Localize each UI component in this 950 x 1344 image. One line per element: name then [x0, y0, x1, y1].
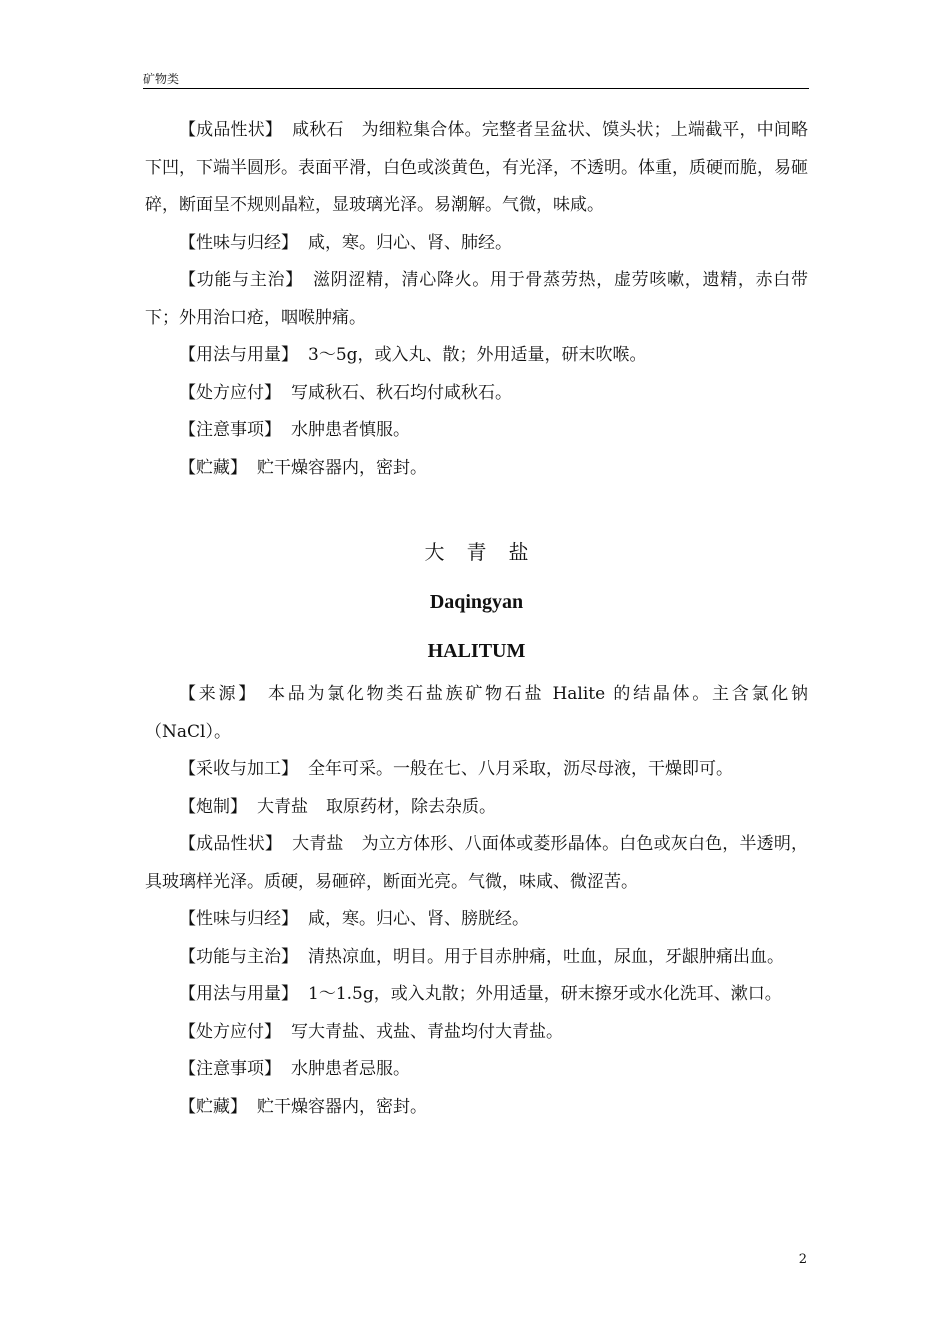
- section-xianqiushi: [145, 112, 808, 487]
- entry-paragraph: [145, 789, 808, 827]
- entry-paragraph: [145, 676, 808, 751]
- entry-label: 【贮藏】: [179, 1096, 247, 1117]
- entry-label: 【注意事项】: [179, 420, 281, 440]
- entry-label: 【贮藏】: [179, 457, 247, 478]
- entry-label: 【功能与主治】: [179, 270, 303, 290]
- entry-text: 贮干燥容器内，密封。: [257, 1096, 427, 1117]
- entry-paragraph: [145, 450, 808, 488]
- entry-text: 滋阴涩精，清心降火。用于骨蒸劳热，虚劳咳嗽，遗精，赤白带下；外用治口疮，咽喉肿痛。: [145, 270, 809, 328]
- entry-label: 【用法与用量】: [179, 345, 298, 365]
- entry-text: 为立方体形、八面体或菱形晶体。白色或灰白色，半透明，具玻璃样光泽。质硬，易砸碎，断面光亮。气微，味咸、微涩苦。: [145, 834, 809, 892]
- entry-text: 写大青盐、戎盐、青盐均付大青盐。: [291, 1021, 563, 1042]
- entry-text: 贮干燥容器内，密封。: [257, 457, 427, 478]
- entry-text: 3～5g，或入丸、散；外用适量，研末吹喉。: [308, 345, 647, 365]
- section-title-pinyin: Daqingyan: [429, 591, 524, 613]
- entry-paragraph: [145, 262, 808, 337]
- entry-sublabel: 大青盐: [292, 834, 344, 854]
- entry-text: 咸，寒。归心、肾、肺经。: [308, 232, 512, 253]
- entry-label: 【功能与主治】: [179, 946, 298, 967]
- header-category: 矿物类: [143, 72, 180, 86]
- entry-text: 水肿患者忌服。: [291, 1059, 410, 1079]
- entry-paragraph: [145, 1014, 808, 1052]
- page-header: [143, 68, 809, 89]
- entry-label: 【用法与用量】: [179, 984, 298, 1004]
- entry-label: 【注意事项】: [179, 1059, 281, 1079]
- entry-paragraph: [145, 901, 808, 939]
- entry-paragraph: [145, 1051, 808, 1089]
- entry-label: 【炮制】: [179, 796, 247, 817]
- entry-paragraph: [145, 751, 808, 789]
- entry-label: 【来源】: [179, 684, 258, 704]
- entry-label: 【成品性状】: [179, 120, 283, 140]
- entry-paragraph: [145, 976, 808, 1014]
- entry-paragraph: [145, 1089, 808, 1127]
- entry-text: 1～1.5g，或入丸散；外用适量，研末擦牙或水化洗耳、漱口。: [308, 984, 782, 1004]
- entry-paragraph: [145, 939, 808, 977]
- entry-text: 水肿患者慎服。: [291, 420, 410, 440]
- entry-label: 【处方应付】: [179, 1021, 281, 1042]
- entry-text: 咸，寒。归心、肾、膀胱经。: [308, 909, 529, 929]
- entry-text: 写咸秋石、秋石均付咸秋石。: [291, 382, 512, 403]
- entry-text: 全年可采。一般在七、八月采取，沥尽母液，干燥即可。: [308, 759, 733, 779]
- entry-paragraph: [145, 412, 808, 450]
- entry-paragraph: [145, 112, 808, 225]
- entry-paragraph: [145, 225, 808, 263]
- entry-paragraph: [145, 375, 808, 413]
- page-number: 2: [798, 1252, 807, 1267]
- entry-sublabel: 咸秋石: [292, 120, 344, 140]
- section-daqingyan: [145, 676, 808, 1126]
- entry-label: 【采收与加工】: [179, 759, 298, 779]
- page-content: [145, 112, 808, 1126]
- entry-paragraph: [145, 826, 808, 901]
- entry-text: 为细粒集合体。完整者呈盆状、馍头状；上端截平，中间略下凹，下端半圆形。表面平滑，白色或淡黄色，有光泽，不透明。体重，质硬而脆，易砸碎，断面呈不规则晶粒，显玻璃光泽。易潮解。气微，味咸。: [145, 120, 809, 215]
- section-title-latin: HALITUM: [427, 640, 526, 662]
- entry-text: 本品为氯化物类石盐族矿物石盐 Halite 的结晶体。主含氯化钠（NaCl）。: [145, 684, 808, 742]
- entry-label: 【处方应付】: [179, 382, 281, 403]
- entry-text: 取原药材，除去杂质。: [326, 796, 496, 817]
- entry-paragraph: [145, 337, 808, 375]
- entry-label: 【性味与归经】: [179, 909, 298, 929]
- entry-sublabel: 大青盐: [257, 796, 308, 817]
- entry-text: 清热凉血，明目。用于目赤肿痛，吐血，尿血，牙龈肿痛出血。: [308, 946, 784, 967]
- section-title-chinese: 大青盐: [424, 540, 551, 564]
- entry-label: 【成品性状】: [179, 834, 283, 854]
- entry-label: 【性味与归经】: [179, 232, 298, 253]
